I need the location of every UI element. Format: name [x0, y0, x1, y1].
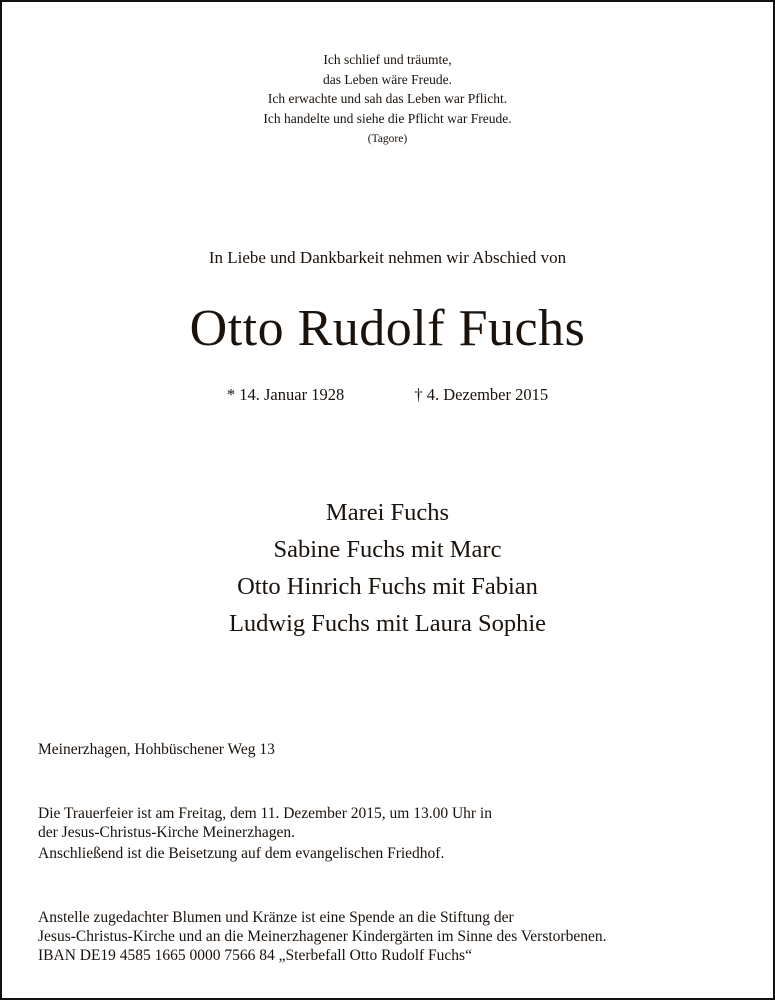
poem-line: Ich erwachte und sah das Leben war Pflicht.: [267, 91, 508, 106]
deceased-name: Otto Rudolf Fuchs: [189, 300, 586, 357]
birth-date: * 14. Januar 1928: [226, 385, 345, 404]
poem-line: Ich handelte und siehe die Pflicht war Freude.: [263, 110, 512, 126]
donation-info: [38, 908, 738, 965]
death-date: † 4. Dezember 2015: [414, 385, 549, 404]
poem-attribution: (Tagore): [367, 133, 408, 145]
ceremony-line: der Jesus-Christus-Kirche Meinerzhagen.: [38, 824, 295, 841]
ceremony-line: Anschließend ist die Beisetzung auf dem evangelischen Friedhof.: [38, 845, 445, 862]
family-member: Marei Fuchs: [325, 499, 450, 526]
ceremony-info: [38, 804, 598, 863]
family-member: Sabine Fuchs mit Marc: [273, 536, 502, 563]
family-address: Meinerzhagen, Hohbüschener Weg 13: [38, 741, 275, 758]
intro-text: In Liebe und Dankbarkeit nehmen wir Abschied von: [208, 248, 567, 267]
ceremony-line: Die Trauerfeier ist am Freitag, dem 11. Dezember 2015, um 13.00 Uhr in: [38, 805, 492, 822]
poem-line: Ich schlief und träumte,: [323, 52, 452, 67]
poem: [2, 50, 773, 150]
poem-line: das Leben wäre Freude.: [323, 71, 452, 87]
donation-line: Anstelle zugedachter Blumen und Kränze ist eine Spende an die Stiftung der: [38, 909, 514, 926]
family-list: [2, 494, 773, 642]
life-dates: [2, 385, 773, 405]
donation-iban: IBAN DE19 4585 1665 0000 7566 84 „Sterbefall Otto Rudolf Fuchs“: [38, 947, 472, 964]
donation-line: Jesus-Christus-Kirche und an die Meinerzhagener Kindergärten im Sinne des Verstorbenen.: [38, 928, 607, 945]
family-member: Ludwig Fuchs mit Laura Sophie: [228, 610, 547, 637]
family-member: Otto Hinrich Fuchs mit Fabian: [237, 573, 538, 600]
